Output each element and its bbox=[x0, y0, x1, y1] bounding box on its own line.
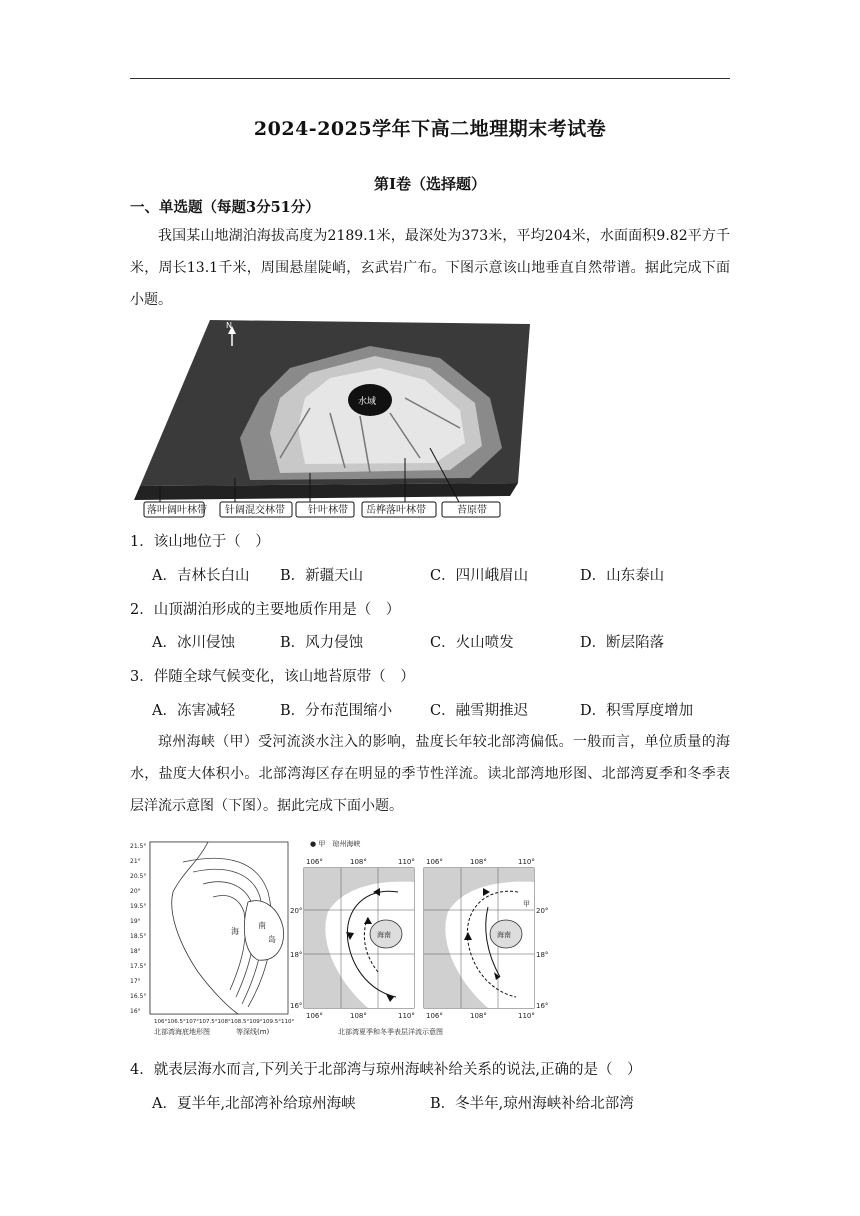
lat-label: 16° bbox=[130, 1008, 141, 1015]
question-3-options bbox=[152, 699, 732, 721]
option: B．风力侵蚀 bbox=[280, 635, 364, 651]
figure-vertical-belts bbox=[130, 318, 530, 527]
part-heading: 第Ⅰ卷（选择题） bbox=[373, 175, 487, 193]
exam-title: 2024-2025学年下高二地理期末考试卷 bbox=[253, 118, 607, 140]
summer-current-map bbox=[290, 858, 415, 1020]
option: C．融雪期推迟 bbox=[430, 703, 529, 719]
option: A．冻害减轻 bbox=[152, 703, 235, 719]
map-lon: 106° bbox=[426, 1012, 443, 1020]
map-lon: 110° bbox=[398, 1012, 415, 1020]
map-lat: 20° bbox=[290, 907, 303, 915]
question-1-options bbox=[152, 564, 732, 586]
figure-beibu-gulf bbox=[128, 832, 548, 1046]
belt-label: 针叶林带 bbox=[308, 505, 348, 516]
map-lat: 20° bbox=[536, 907, 548, 915]
map-lon: 106° bbox=[426, 858, 443, 866]
option: A．吉林长白山 bbox=[152, 568, 250, 584]
beibu-gulf-maps bbox=[128, 832, 548, 1042]
belt-label: 岳桦落叶林带 bbox=[366, 505, 426, 516]
lat-label: 21.5° bbox=[130, 843, 147, 850]
lat-label: 16.5° bbox=[130, 993, 147, 1000]
lat-label: 18.5° bbox=[130, 933, 147, 940]
question-3-stem: 3．伴随全球气候变化，该山地苔原带（ ） bbox=[130, 669, 415, 685]
question-4-stem: 4．就表层海水而言,下列关于北部湾与琼州海峡补给关系的说法,正确的是（ ） bbox=[130, 1062, 642, 1078]
option: D．断层陷落 bbox=[580, 635, 665, 651]
winter-current-map bbox=[424, 858, 548, 1020]
map-lon: 108° bbox=[350, 1012, 367, 1020]
water-label: 水域 bbox=[358, 397, 377, 407]
lat-label: 17.5° bbox=[130, 963, 147, 970]
option: B．新疆天山 bbox=[280, 568, 364, 584]
passage-1: 我国某山地湖泊海拔高度为2189.1米，最深处为373米，平均204米，水面面积9.82平方千米，周长13.1千米，周围悬崖陡峭，玄武岩广布。下图示意该山地垂直自然带谱。据此完成下面小题。 bbox=[130, 228, 730, 308]
lat-label: 17° bbox=[130, 978, 141, 985]
section-heading: 一、单选题（每题3分51分） bbox=[130, 199, 320, 216]
map-lat: 16° bbox=[290, 1002, 303, 1010]
map-lat: 18° bbox=[290, 951, 303, 959]
right-map-caption: 北部湾夏季和冬季表层洋流示意图 bbox=[338, 1028, 443, 1036]
north-label: N bbox=[226, 321, 232, 330]
question-2-options bbox=[152, 631, 732, 653]
option: D．积雪厚度增加 bbox=[580, 703, 694, 719]
map-lon: 108° bbox=[350, 858, 367, 866]
map-lon: 108° bbox=[470, 1012, 487, 1020]
map-lat: 18° bbox=[536, 951, 548, 959]
map-lon: 110° bbox=[518, 858, 535, 866]
left-map-caption: 北部湾海底地形图 bbox=[154, 1028, 210, 1036]
lat-label: 21° bbox=[130, 858, 141, 865]
question-1-stem: 1．该山地位于（ ） bbox=[130, 534, 270, 550]
island-char: 南 bbox=[258, 921, 266, 930]
map-lon: 106° bbox=[306, 858, 323, 866]
option: C．火山喷发 bbox=[430, 635, 514, 651]
question-4-options bbox=[152, 1092, 732, 1114]
option: A．冰川侵蚀 bbox=[152, 635, 235, 651]
island-label: 海南 bbox=[497, 931, 511, 939]
option: B．分布范围缩小 bbox=[280, 703, 393, 719]
lat-label: 18° bbox=[130, 948, 141, 955]
lon-labels: 106°106.5°107°107.5°108°108.5°109°109.5°110° bbox=[154, 1019, 295, 1025]
option: D．山东泰山 bbox=[580, 568, 665, 584]
map-lon: 108° bbox=[470, 858, 487, 866]
map-lon: 110° bbox=[398, 858, 415, 866]
left-map-legend: 等深线(m) bbox=[236, 1028, 270, 1036]
passage-2: 琼州海峡（甲）受河流淡水注入的影响，盐度长年较北部湾偏低。一般而言，单位质量的海水，盐度大体积小。北部湾海区存在明显的季节性洋流。读北部湾地形图、北部湾夏季和冬季表层洋流示意图（下图）。据此完成下面小题。 bbox=[130, 734, 730, 814]
belt-label: 苔原带 bbox=[457, 505, 487, 516]
header-rule bbox=[130, 78, 730, 79]
belt-label: 针阔混交林带 bbox=[225, 505, 285, 516]
question-2-stem: 2．山顶湖泊形成的主要地质作用是（ ） bbox=[130, 602, 401, 618]
lat-label: 20° bbox=[130, 888, 141, 895]
option: B．冬半年,琼州海峡补给北部湾 bbox=[430, 1096, 634, 1112]
legend-jia: ● 甲 琼州海峡 bbox=[310, 840, 361, 848]
lat-label: 19° bbox=[130, 918, 141, 925]
option: A．夏半年,北部湾补给琼州海峡 bbox=[152, 1096, 356, 1112]
lat-label: 19.5° bbox=[130, 903, 147, 910]
map-lon: 106° bbox=[306, 1012, 323, 1020]
island-char: 岛 bbox=[268, 935, 276, 944]
lat-label: 20.5° bbox=[130, 873, 147, 880]
sea-char: 海 bbox=[231, 927, 239, 936]
belt-label: 落叶阔叶林带 bbox=[147, 505, 207, 516]
map-lat: 16° bbox=[536, 1002, 548, 1010]
island-label: 海南 bbox=[377, 931, 391, 939]
vertical-belts-illustration bbox=[130, 318, 530, 523]
map-lon: 110° bbox=[518, 1012, 535, 1020]
option: C．四川峨眉山 bbox=[430, 568, 529, 584]
marker-jia: 甲 bbox=[523, 900, 530, 908]
